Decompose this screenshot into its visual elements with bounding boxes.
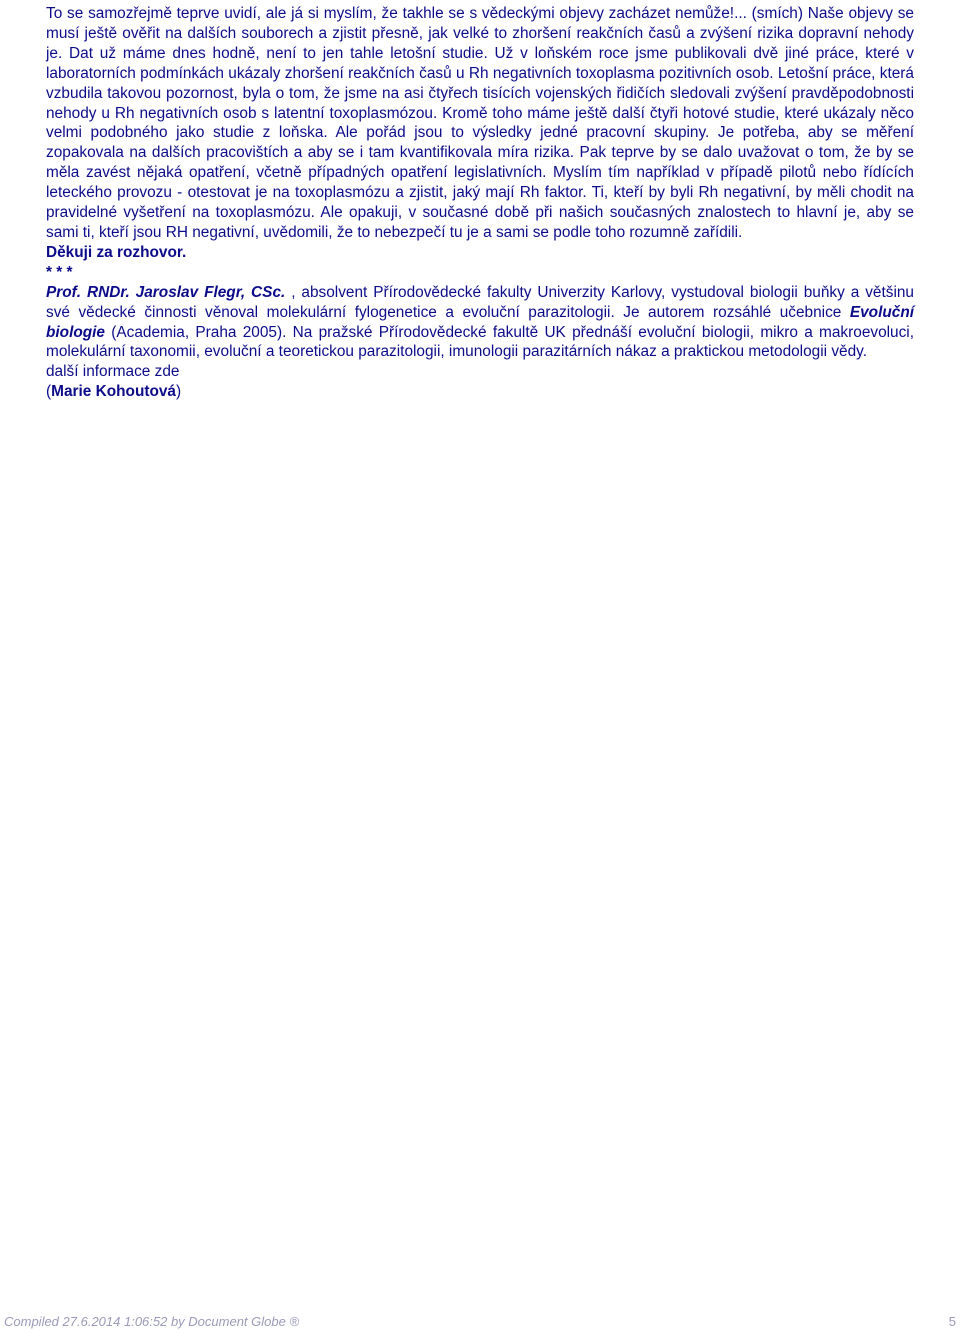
author-name: Marie Kohoutová	[51, 383, 176, 401]
author-paren-close: )	[176, 383, 182, 401]
bio-name: Prof. RNDr. Jaroslav Flegr, CSc.	[46, 283, 286, 301]
bio-text-1: , absolvent Přírodovědecké fakulty Univerzity Karlovy, vystudoval biologii buňky a většinu své vědecké činnosti věnoval molekulární fylogenetice a evoluční parazitologii. Je autorem rozsáhlé učebnice	[46, 283, 914, 321]
article-body	[46, 4, 914, 402]
interview-paragraph: To se samozřejmě teprve uvidí, ale já si myslím, že takhle se s vědeckými objevy zacházet nemůže!... (smích) Naše objevy se musí ještě ověřit na dalších souborech a zjistit přesně, jak velké to zhoršení reakčních časů a zvýšení rizika dopravní nehody je. Dat už máme dnes hodně, není to jen tahle letošní studie. Už v loňském roce jsme publikovali dvě jiné práce, které v laboratorních podmínkách ukázaly zhoršení reakčních časů u Rh negativních toxoplasma pozitivních osob. Letošní práce, která vzbudila takovou pozornost, byla o tom, že jsme na asi čtyřech tisících vojenských řidičích sledovali zvýšení pravděpodobnosti nehody u Rh negativních osob s latentní toxoplasmózou. Kromě toho máme ještě další čtyři hotové studie, které ukázaly něco velmi podobného jako studie z loňska. Ale pořád jsou to výsledky jedné pracovní skupiny. Je potřeba, aby se měření zopakovala na dalších pracovištích a aby se i tam kvantifikovala míra rizika. Pak teprve by se dalo uvažovat o tom, že by se měla zavést nějaká opatření, včetně případných opatření legislativních. Myslím tím například v případě pilotů nebo řídících leteckého provozu - otestovat je na toxoplasmózu a zjistit, jaký mají Rh faktor. Ti, kteří by byli Rh negativní, by měli chodit na pravidelné vyšetření na toxoplasmózu. Ale opakuji, v současné době při našich současných znalostech to hlavní je, aby se sami ti, kteří jsou RH negativní, uvědomili, že to nebezpečí tu je a sami se podle toho rozumně zařídili.	[46, 5, 914, 241]
bio-text-2: (Academia, Praha 2005). Na pražské Přírodovědecké fakultě UK přednáší evoluční biologii, mikro a makroevoluci, molekulární taxonomii, evoluční a teoretickou parazitologii, imunologii parazitárních nákaz a praktickou metodologii vědy.	[46, 323, 914, 361]
author-bio	[46, 283, 914, 363]
thanks-line: Děkuji za rozhovor.	[46, 243, 187, 261]
author-credit	[46, 382, 914, 402]
section-separator: * * *	[46, 263, 73, 281]
page-footer	[0, 1314, 960, 1332]
compiled-note: Compiled 27.6.2014 1:06:52 by Document Globe ®	[4, 1314, 300, 1329]
more-info-link[interactable]: další informace zde	[46, 363, 180, 381]
page-number: 5	[948, 1314, 956, 1329]
author-paren-open: (	[46, 383, 52, 401]
bio-book-title: Evoluční biologie	[46, 303, 914, 341]
